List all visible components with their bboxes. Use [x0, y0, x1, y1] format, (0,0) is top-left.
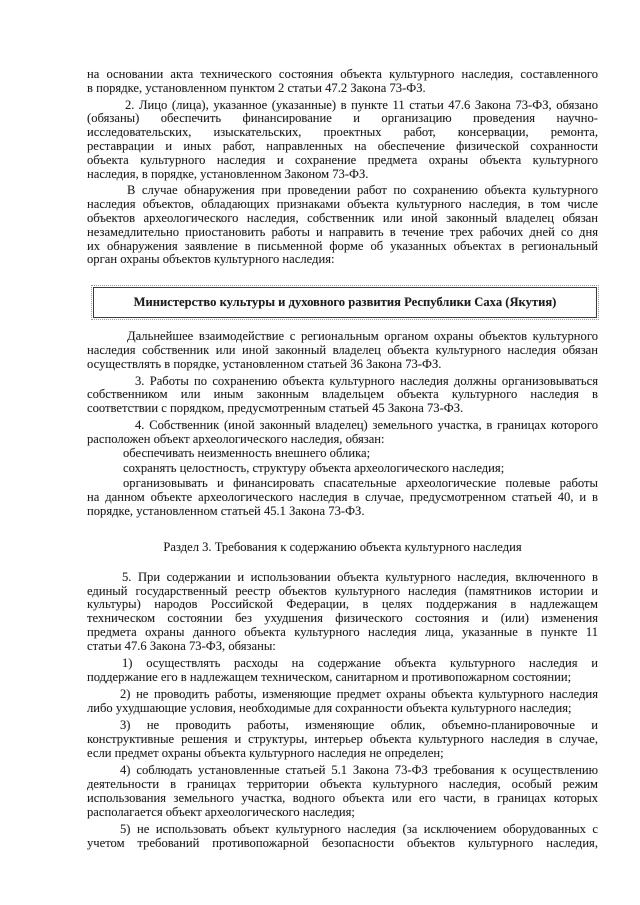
- text-line: поддержание его в надлежащем техническом, санитарном и противопожарном состоянии;: [87, 669, 572, 684]
- document-page: [87, 68, 598, 851]
- text-line: на данном объекте археологического наследия в случае, предусмотренном статьей 40, и в: [87, 490, 598, 505]
- section-3-heading: Раздел 3. Требования к содержанию объекта культурного наследия: [163, 539, 522, 554]
- text-line: 5. При содержании и использовании объекта культурного наследия, включенного в: [122, 569, 598, 584]
- clause-5-paragraph: [87, 571, 598, 654]
- text-line: объекта культурного наследия и сохранение предмета охраны объекта культурного: [87, 152, 598, 167]
- text-line: 2) не проводить работы, изменяющие предмет охраны объекта культурного наследия: [120, 687, 598, 702]
- text-line: предмета охраны данного объекта культурного наследия лица, указанные в пункте 11: [87, 625, 598, 640]
- text-line: незамедлительно приостановить работы и направить в течение трех рабочих дней со дня: [87, 224, 598, 239]
- clause-5-item-5: [87, 823, 598, 851]
- text-line: (обязаны) обеспечить финансирование и организацию проведения научно-: [87, 111, 598, 126]
- text-line: их обнаружения заявление в письменной форме об указанных объектах в региональный: [87, 238, 598, 253]
- text-line: 3. Работы по сохранению объекта культурного наследия должны организовываться: [135, 373, 598, 388]
- text-line: орган охраны объектов культурного наследия:: [87, 252, 335, 267]
- text-line: конструктивные решения и структуры, интерьер объекта культурного наследия в случае,: [87, 732, 598, 747]
- text-line: 4) соблюдать установленные статьей 5.1 Закона 73-ФЗ требования к осуществлению: [120, 763, 598, 778]
- text-line: наследия собственник или иной законный владелец объекта культурного наследия обязан: [87, 342, 598, 357]
- text-line: наследия объектов, обладающих признаками объекта культурного наследия, в том числе: [87, 197, 598, 212]
- clause-5-item-1: [87, 657, 598, 685]
- text-line: в порядке, установленном пунктом 2 статьи 47.2 Закона 73-ФЗ.: [87, 80, 426, 95]
- interaction-paragraph: [87, 330, 598, 371]
- text-line: наследия, в порядке, установленном Законом 73-ФЗ.: [87, 166, 369, 181]
- text-line: обеспечивать неизменность внешнего облика;: [123, 445, 371, 460]
- clause-4-paragraph: [87, 419, 598, 447]
- text-line: собственником или иным законным владельцем объекта культурного наследия в: [87, 387, 598, 402]
- text-line: соответствии с порядком, предусмотренным статьей 45 Закона 73-ФЗ.: [87, 401, 464, 416]
- clause-2-paragraph: [87, 99, 598, 182]
- text-line: объектов археологического наследия, собственник или иной законный владелец обязан: [87, 210, 598, 225]
- text-line: Дальнейшее взаимодействие с региональным органом охраны объектов культурного: [127, 329, 598, 344]
- text-line: реставрации и иных работ, направленных на обеспечение физической сохранности: [87, 138, 598, 153]
- text-line: организовывать и финансировать спасательные археологические полевые работы: [123, 476, 598, 491]
- text-line: расположен объект археологического наследия, обязан:: [87, 431, 385, 446]
- clause-5-item-4: [87, 764, 598, 819]
- continuation-paragraph: [87, 68, 598, 96]
- clause-5-item-2: [87, 688, 598, 716]
- text-line: учетом требований противопожарной безопасности объектов культурного наследия,: [87, 835, 598, 850]
- text-line: исследовательских, изыскательских, проектных работ, консервации, ремонта,: [87, 125, 598, 140]
- clause-4-item: [87, 447, 598, 461]
- text-line: либо ухудшающие условия, необходимые для сохранности объекта культурного наследия;: [87, 701, 572, 716]
- text-line: техническом состоянии без ухудшения физического состояния и (или) изменения: [87, 611, 598, 626]
- clause-3-paragraph: [87, 375, 598, 416]
- text-line: единый государственный реестр объектов культурного наследия (памятников истории и: [87, 583, 598, 598]
- text-line: сохранять целостность, структуру объекта археологического наследия;: [123, 460, 505, 475]
- text-line: 2. Лицо (лица), указанное (указанные) в пункте 11 статьи 47.6 Закона 73-ФЗ, обязано: [125, 97, 598, 112]
- clause-5-item-3: [87, 719, 598, 760]
- text-line: 4. Собственник (иной законный владелец) земельного участка, в границах которого: [135, 417, 598, 432]
- text-line: располагается объект археологического наследия;: [87, 804, 355, 819]
- text-line: порядке, установленном статьей 45.1 Закона 73-ФЗ.: [87, 503, 365, 518]
- clause-4-item: [87, 477, 598, 518]
- clause-4-item: [87, 462, 598, 476]
- discovery-notice-paragraph: [87, 184, 598, 267]
- text-line: 1) осуществлять расходы на содержание объекта культурного наследия и: [122, 656, 598, 671]
- text-line: 5) не использовать объект культурного наследия (за исключением оборудованных с: [120, 821, 598, 836]
- text-line: использования земельного участка, водного объекта или его части, в границах которых: [87, 790, 598, 805]
- text-line: культуры) народов Российской Федерации, в целях поддержания в надлежащем: [87, 597, 598, 612]
- text-line: деятельности в границах территории объекта культурного наследия, особый режим: [87, 777, 598, 792]
- text-line: на основании акта технического состояния объекта культурного наследия, составленного: [87, 67, 598, 81]
- text-line: В случае обнаружения при проведении работ по сохранению объекта культурного: [127, 183, 598, 198]
- text-line: 3) не проводить работы, изменяющие облик, объемно-планировочные и: [120, 718, 598, 733]
- text-line: осуществлять в порядке, установленном статьей 36 Закона 73-ФЗ.: [87, 356, 442, 371]
- authority-name: Министерство культуры и духовного развития Республики Саха (Якутия): [133, 295, 557, 310]
- text-line: статьи 47.6 Закона 73-ФЗ, обязаны:: [87, 638, 276, 653]
- authority-box: [93, 287, 597, 318]
- text-line: если предмет охраны объекта культурного наследия не определен;: [87, 745, 444, 760]
